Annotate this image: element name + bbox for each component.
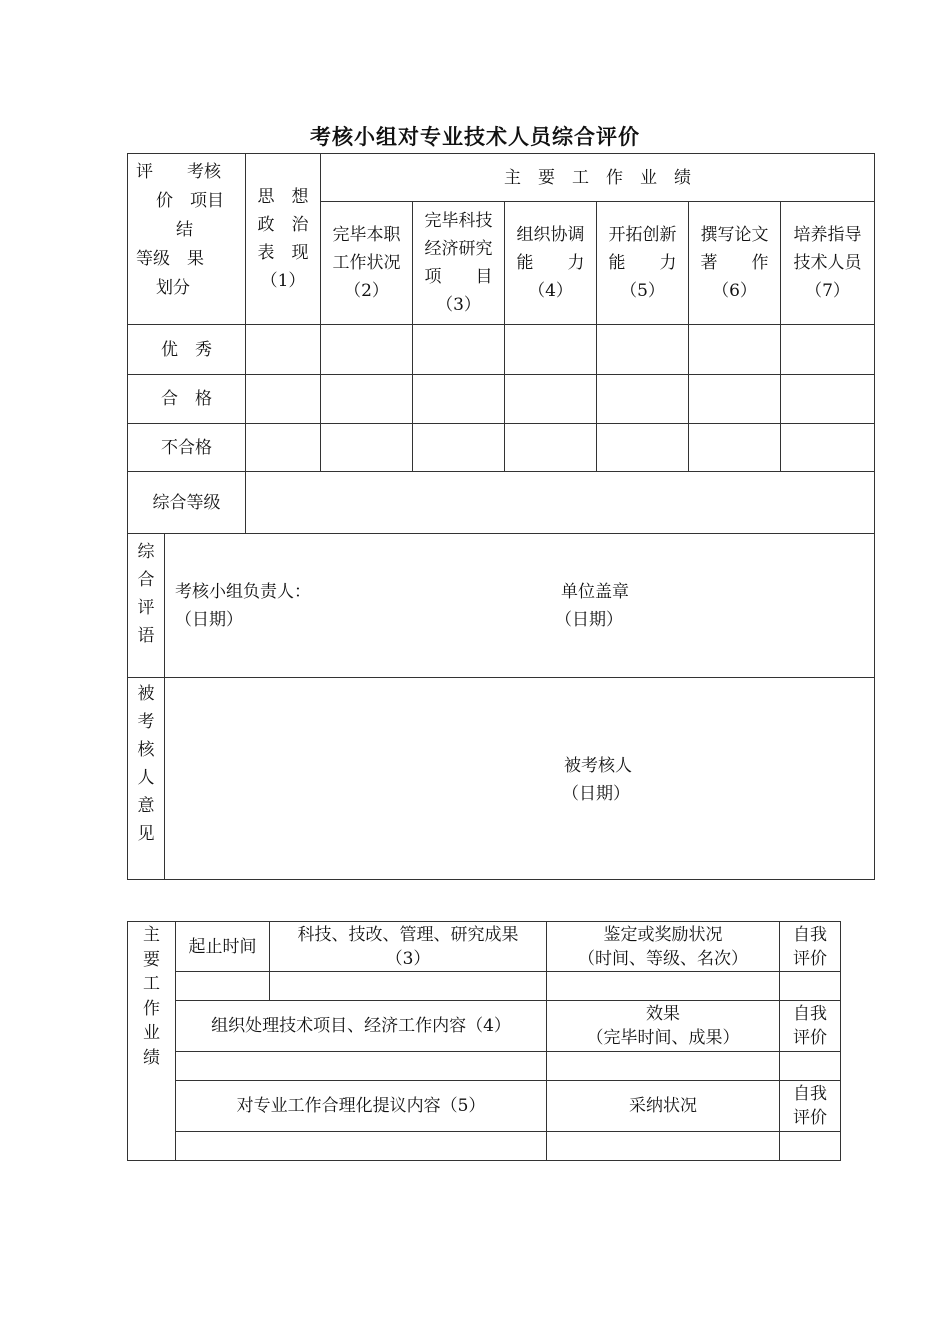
col-header-6	[689, 202, 781, 325]
grade-cell[interactable]	[321, 424, 413, 472]
table-row	[128, 678, 875, 880]
col-header-7	[781, 202, 875, 325]
header-line: 科技、技改、管理、研究成果	[297, 924, 519, 945]
header-line: 自我	[793, 1004, 827, 1024]
input-cell[interactable]	[176, 1052, 547, 1081]
grade-cell[interactable]	[689, 375, 781, 424]
header-line: 能 力	[608, 253, 677, 273]
grade-cell[interactable]	[505, 375, 597, 424]
header-line: 组织协调	[516, 225, 585, 245]
header-line: （2）	[344, 281, 389, 301]
table-row	[128, 375, 875, 424]
grade-cell[interactable]	[689, 325, 781, 375]
grade-cell[interactable]	[246, 325, 321, 375]
awards-header	[547, 922, 780, 972]
grade-cell[interactable]	[505, 424, 597, 472]
grade-cell[interactable]	[321, 375, 413, 424]
main-work-side-label: 主 要 工 作 业 绩	[128, 922, 176, 1161]
grade-cell[interactable]	[781, 424, 875, 472]
header-line: 开拓创新	[608, 225, 677, 245]
header-line: （完毕时间、成果）	[586, 1028, 740, 1048]
col-header-3	[413, 202, 505, 325]
header-line: 著 作	[700, 253, 769, 273]
seal-label: 单位盖章	[561, 582, 629, 602]
leader-date: （日期）	[175, 610, 243, 630]
header-line: 自我	[793, 924, 827, 945]
header-line: 完毕科技	[424, 211, 493, 231]
table-row	[128, 325, 875, 375]
comment-cell[interactable]	[165, 534, 875, 678]
evaluation-table	[127, 153, 875, 880]
grade-cell[interactable]	[246, 424, 321, 472]
grade-cell[interactable]	[597, 424, 689, 472]
header-line: 工作状况	[332, 253, 401, 273]
grade-label-fail: 不合格	[128, 424, 246, 472]
grade-label-excellent: 优 秀	[128, 325, 246, 375]
start-end-header: 起止时间	[176, 922, 270, 972]
grade-cell[interactable]	[689, 424, 781, 472]
header-line: 效果	[646, 1004, 680, 1024]
header-line: 评价	[793, 1028, 827, 1048]
header-line: （5）	[620, 281, 665, 301]
political-header-cell	[246, 154, 321, 325]
grade-cell[interactable]	[413, 325, 505, 375]
input-cell[interactable]	[780, 1132, 841, 1161]
table-row	[128, 424, 875, 472]
overall-grade-label: 综合等级	[128, 472, 246, 534]
input-cell[interactable]	[780, 1052, 841, 1081]
header-line: （7）	[805, 281, 850, 301]
header-line: 撰写论文	[700, 225, 769, 245]
work-performance-table	[127, 921, 841, 1161]
corner-line: 划分	[156, 278, 190, 298]
header-line: 鉴定或奖励状况	[603, 924, 723, 945]
effect-header	[547, 1001, 780, 1052]
corner-line: 价 项目	[156, 191, 224, 211]
table-row	[128, 534, 875, 678]
table-row	[128, 972, 841, 1001]
input-cell[interactable]	[780, 972, 841, 1001]
corner-line: 等级 果	[136, 249, 204, 269]
self-eval-header	[780, 1081, 841, 1132]
seal-date: （日期）	[555, 610, 623, 630]
assessee-date: （日期）	[562, 784, 630, 804]
results-header	[270, 922, 547, 972]
header-line: 技术人员	[793, 253, 862, 273]
input-cell[interactable]	[547, 972, 780, 1001]
table-row	[128, 1132, 841, 1161]
leader-label: 考核小组负责人：	[175, 582, 311, 602]
table-row	[128, 1052, 841, 1081]
input-cell[interactable]	[547, 1052, 780, 1081]
comment-label: 综 合 评 语	[128, 534, 165, 678]
header-line: （3）	[436, 295, 481, 315]
input-cell[interactable]	[270, 972, 547, 1001]
header-line: 完毕本职	[332, 225, 401, 245]
grade-cell[interactable]	[781, 325, 875, 375]
page-title: 考核小组对专业技术人员综合评价	[310, 124, 640, 149]
grade-cell[interactable]	[597, 375, 689, 424]
header-line: 项 目	[424, 267, 493, 287]
assessee-opinion-label: 被 考 核 人 意 见	[128, 678, 165, 880]
grade-cell[interactable]	[781, 375, 875, 424]
header-line: 表 现	[257, 243, 309, 263]
header-line: 培养指导	[793, 225, 862, 245]
grade-cell[interactable]	[597, 325, 689, 375]
input-cell[interactable]	[176, 972, 270, 1001]
input-cell[interactable]	[176, 1132, 547, 1161]
header-line: （1）	[260, 271, 306, 291]
overall-grade-cell[interactable]	[246, 472, 875, 534]
proposals-header: 对专业工作合理化提议内容（5）	[176, 1081, 547, 1132]
header-line: （6）	[712, 281, 757, 301]
header-line: 能 力	[516, 253, 585, 273]
grade-cell[interactable]	[505, 325, 597, 375]
grade-cell[interactable]	[413, 424, 505, 472]
header-line: （3）	[385, 948, 431, 969]
main-work-header: 主 要 工 作 业 绩	[321, 154, 875, 202]
col-header-5	[597, 202, 689, 325]
corner-line: 结	[176, 220, 193, 240]
projects-header: 组织处理技术项目、经济工作内容（4）	[176, 1001, 547, 1052]
self-eval-header	[780, 1001, 841, 1052]
assessee-opinion-cell[interactable]	[165, 678, 875, 880]
self-eval-header	[780, 922, 841, 972]
header-line: （时间、等级、名次）	[578, 948, 748, 969]
header-line: 经济研究	[424, 239, 493, 259]
grade-cell[interactable]	[413, 375, 505, 424]
input-cell[interactable]	[547, 1132, 780, 1161]
header-line: 评价	[793, 1108, 827, 1128]
grade-label-pass: 合 格	[128, 375, 246, 424]
col-header-4	[505, 202, 597, 325]
corner-line: 评 考核	[136, 162, 221, 182]
corner-header-cell	[128, 154, 246, 325]
header-line: 自我	[793, 1084, 827, 1104]
assessee-label: 被考核人	[564, 756, 632, 776]
header-line: （4）	[528, 281, 573, 301]
grade-cell[interactable]	[321, 325, 413, 375]
header-line: 评价	[793, 948, 827, 969]
adoption-header: 采纳状况	[547, 1081, 780, 1132]
table-row	[128, 472, 875, 534]
header-line: 思 想	[257, 187, 309, 207]
header-line: 政 治	[257, 215, 309, 235]
grade-cell[interactable]	[246, 375, 321, 424]
col-header-2	[321, 202, 413, 325]
